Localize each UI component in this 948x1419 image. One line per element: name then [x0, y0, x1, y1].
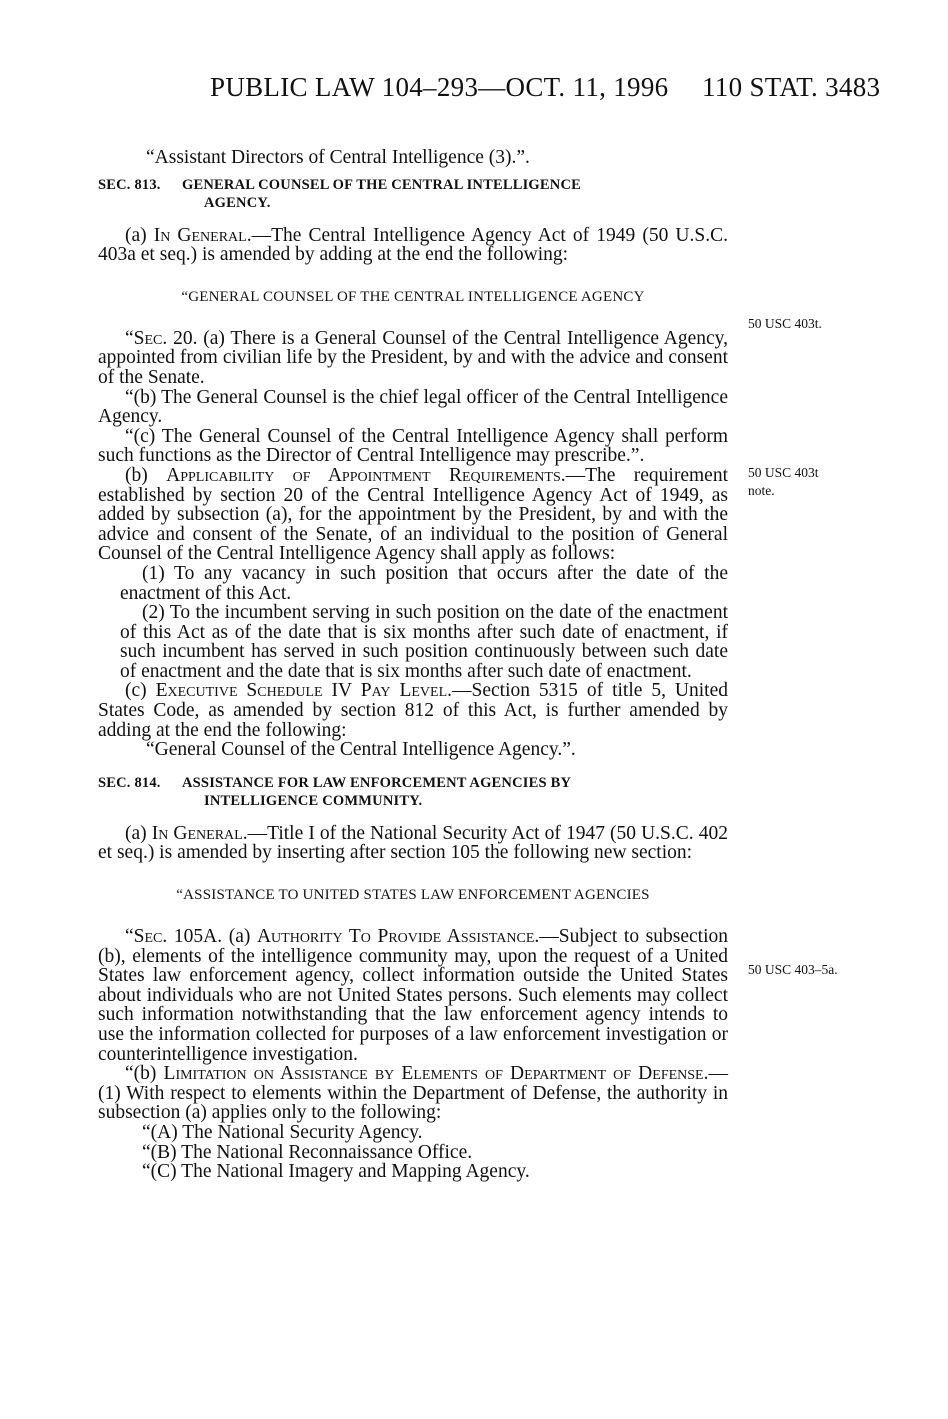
s105a-b-lead: “(b)	[125, 1063, 164, 1085]
general-counsel-heading: “GENERAL COUNSEL OF THE CENTRAL INTELLIGENCE AGENCY	[181, 288, 645, 305]
s105a-lead: “S	[125, 926, 145, 948]
subsection-a-heading: In General	[153, 224, 247, 246]
document-body	[98, 148, 728, 1182]
s814a-lead: (a)	[125, 822, 152, 844]
s814a-text: .—Title I of the National Security Act of 1947 (50 U.S.C. 402 et seq.) is amended by inserting after section 105 the following new section:	[98, 822, 728, 864]
section-20-paragraph-a	[98, 329, 728, 388]
sec20-sc: ec	[144, 327, 163, 349]
subsection-b-heading: Applicability of Appointment Requirements	[166, 464, 561, 486]
page-header	[0, 72, 948, 106]
s814a-heading: In General	[151, 822, 243, 844]
section-814-title-line1: ASSISTANCE FOR LAW ENFORCEMENT AGENCIES BY	[182, 774, 572, 791]
header-title: PUBLIC LAW 104–293—OCT. 11, 1996	[210, 72, 669, 102]
item-a: “(A) The National Security Agency.	[142, 1121, 423, 1143]
subsection-c-quote: “General Counsel of the Central Intelligence Agency.”.	[146, 739, 576, 761]
s105a-b-heading: Limitation on Assistance by Elements of Department of Defense	[163, 1063, 704, 1085]
section-813-subsection-b	[98, 466, 728, 564]
section-814-subsection-a	[98, 824, 728, 863]
margin-note-403t-note-line2: note.	[748, 483, 775, 498]
subsection-a-lead: (a)	[125, 224, 154, 246]
assistant-directors-line: “Assistant Directors of Central Intelligence (3).”.	[146, 147, 530, 168]
margin-note-403t: 50 USC 403t.	[748, 316, 822, 331]
section-813-subsection-a	[98, 226, 728, 265]
section-814-title-line2: INTELLIGENCE COMMUNITY.	[204, 792, 423, 809]
sec20-lead: “S	[125, 327, 145, 349]
item-b: “(B) The National Reconnaissance Office.	[142, 1141, 473, 1163]
section-813-subsection-c	[98, 681, 728, 740]
section-105a-paragraph-a	[98, 927, 728, 1064]
subsection-b-item-1: (1) To any vacancy in such position that occurs after the date of the enactment of this Act.	[120, 562, 728, 604]
header-page-number: 110 STAT. 3483	[702, 72, 881, 102]
subsection-c-text: .—Section 5315 of title 5, United States Code, as amended by section 812 of this Act, is further amended by adding at the end the following:	[98, 680, 728, 741]
margin-note-403-5a: 50 USC 403–5a.	[748, 962, 838, 977]
subsection-b-item-2: (2) To the incumbent serving in such position on the date of the enactment of this Act as of the date that is six months after such date of enactment, if such incumbent has served in such position continuously between such date of enactment and the date that is six months after such date of enactment.	[120, 602, 728, 682]
law-enforcement-heading: “ASSISTANCE TO UNITED STATES LAW ENFORCEMENT AGENCIES	[176, 887, 650, 904]
section-813-heading	[98, 176, 728, 212]
section-813-title-line1: GENERAL COUNSEL OF THE CENTRAL INTELLIGENCE	[182, 176, 581, 193]
s105a-heading: Authority To Provide Assistance	[256, 926, 535, 948]
subsection-b-lead: (b)	[125, 464, 167, 486]
subsection-b-text: .—The requirement established by section 20 of the Central Intelligence Agency Act of 1949, as added by subsection (a), for the appointment by the President, by and with the advice and consent of the Senate, of an individual to the position of General Counsel of the Central Intelligence Agency shall apply as follows:	[98, 464, 728, 565]
section-813-title-line2: AGENCY.	[204, 194, 271, 211]
section-814-number: SEC. 814.	[98, 774, 161, 791]
subsection-c-heading: Executive Schedule IV Pay Level	[155, 680, 448, 702]
s105a-b-text: .—(1) With respect to elements within the Department of Defense, the authority in subsection (a) applies only to the following:	[98, 1063, 728, 1124]
margin-note-403t-note-line1: 50 USC 403t	[748, 465, 819, 480]
s105a-text: .—Subject to subsection (b), elements of the intelligence community may, upon the request of a United States law enforcement agency, collect information outside the United States about individuals who are not United States persons. Such elements may collect such information notwithstanding that the law enforcement agency intends to use the information collected for purposes of a law enforcement investigation or counterintelligence investigation.	[98, 926, 729, 1065]
s105a-mid: . 105A. (a)	[162, 926, 257, 948]
section-20-paragraph-c: “(c) The General Counsel of the Central Intelligence Agency shall perform such functions as the Director of Central Intelligence may prescribe.”.	[98, 425, 728, 467]
item-c: “(C) The National Imagery and Mapping Agency.	[142, 1161, 530, 1183]
subsection-c-lead: (c)	[125, 680, 156, 702]
section-105a-paragraph-b	[98, 1064, 728, 1123]
section-813-number: SEC. 813.	[98, 176, 161, 193]
section-814-heading	[98, 774, 728, 810]
sec20-text: . 20. (a) There is a General Counsel of the Central Intelligence Agency, appointed from civilian life by the President, by and with the advice and consent of the Senate.	[98, 327, 728, 388]
subsection-a-text: .—The Central Intelligence Agency Act of 1949 (50 U.S.C. 403a et seq.) is amended by adding at the end the following:	[98, 224, 728, 266]
s105a-sc1: ec	[144, 926, 163, 948]
section-20-paragraph-b: “(b) The General Counsel is the chief legal officer of the Central Intelligence Agency.	[98, 386, 728, 428]
